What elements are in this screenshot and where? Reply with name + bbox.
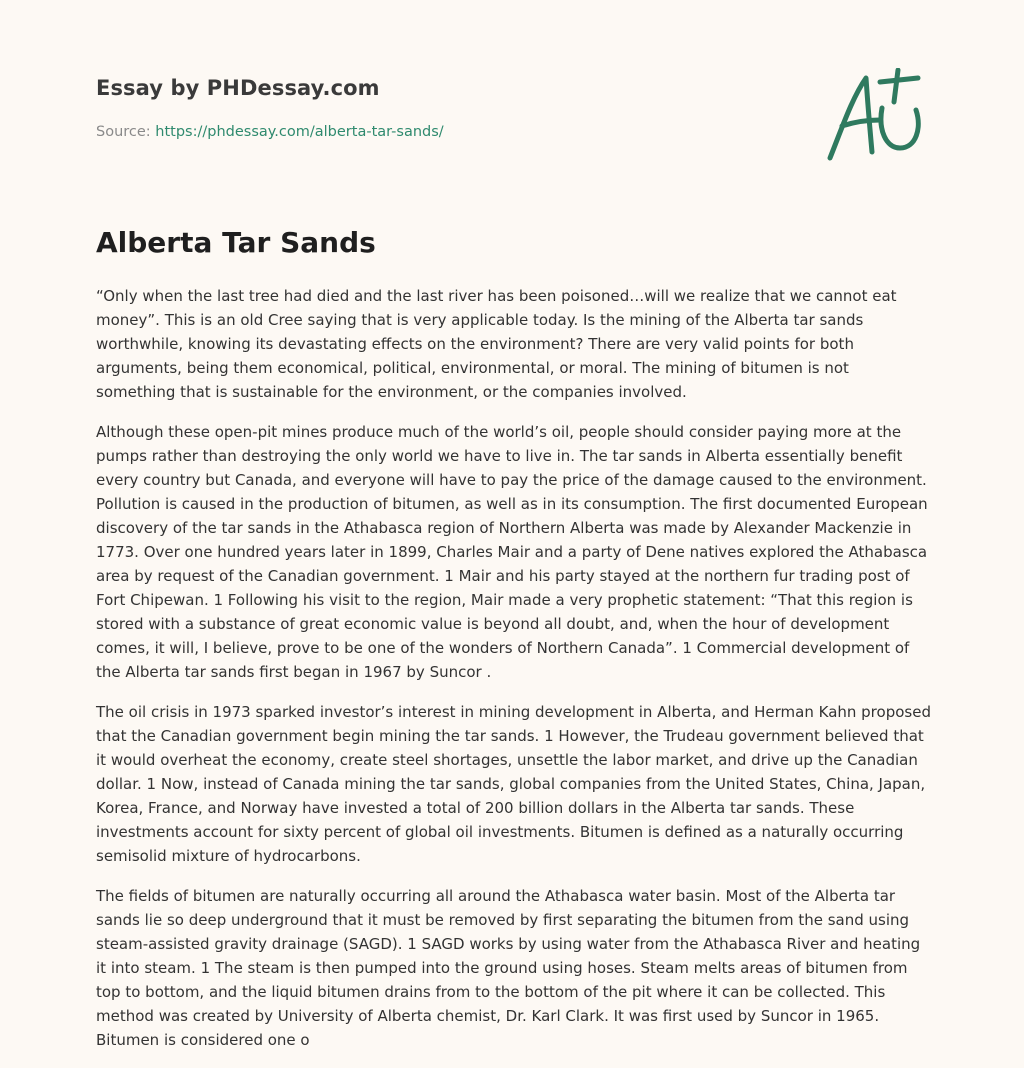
source-line xyxy=(96,124,444,140)
essay-paragraph: “Only when the last tree had died and the last river has been poisoned…will we realize that we cannot eat money”. This is an old Cree saying that is very applicable today. Is the mining of the Alberta tar sands worthwhile, knowing its devastating effects on the environment? There are very valid points for both arguments, being them economical, political, environmental, or moral. The mining of bitumen is not something that is sustainable for the environment, or the companies involved. xyxy=(96,287,897,401)
essay-paragraph: The fields of bitumen are naturally occurring all around the Athabasca water basin. Most of the Alberta tar sands lie so deep underground that it must be removed by first separating the bitumen from the sand using steam-assisted gravity drainage (SAGD). 1 SAGD works by using water from the Athabasca River and heating it into steam. 1 The steam is then pumped into the ground using hoses. Steam melts areas of bitumen from top to bottom, and the liquid bitumen drains from to the bottom of the pit where it can be collected. This method was created by University of Alberta chemist, Dr. Karl Clark. It was first used by Suncor in 1965. Bitumen is considered one o xyxy=(96,887,921,1049)
site-brand: Essay by PHDessay.com xyxy=(96,76,380,100)
source-label: Source: xyxy=(96,124,151,140)
essay-title: Alberta Tar Sands xyxy=(96,226,376,259)
essay-body xyxy=(96,284,932,1068)
essay-paragraph: The oil crisis in 1973 sparked investor’s interest in mining development in Alberta, and Herman Kahn proposed that the Canadian government begin mining the tar sands. 1 However, the Trudeau government believed that it would overheat the economy, create steel shortages, unsettle the labor market, and drive up the Canadian dollar. 1 Now, instead of Canada mining the tar sands, global companies from the United States, China, Japan, Korea, France, and Norway have invested a total of 200 billion dollars in the Alberta tar sands. These investments account for sixty percent of global oil investments. Bitumen is defined as a naturally occurring semisolid mixture of hydrocarbons. xyxy=(96,703,931,865)
essay-paragraph: Although these open-pit mines produce much of the world’s oil, people should consider paying more at the pumps rather than destroying the only world we have to live in. The tar sands in Alberta essentially benefit every country but Canada, and everyone will have to pay the price of the damage caused to the environment. Pollution is caused in the production of bitumen, as well as in its consumption. The first documented European discovery of the tar sands in the Athabasca region of Northern Alberta was made by Alexander Mackenzie in 1773. Over one hundred years later in 1899, Charles Mair and a party of Dene natives explored the Athabasca area by request of the Canadian government. 1 Mair and his party stayed at the northern fur trading post of Fort Chipewan. 1 Following his visit to the region, Mair made a very prophetic statement: “That this region is stored with a substance of great economic value is beyond all doubt, and, when the hour of development comes, it will, I believe, prove to be one of the wonders of Northern Canada”. 1 Commercial development of the Alberta tar sands first began in 1967 by Suncor . xyxy=(96,423,928,681)
source-link[interactable]: https://phdessay.com/alberta-tar-sands/ xyxy=(155,124,444,140)
a-plus-logo-icon xyxy=(820,68,930,164)
